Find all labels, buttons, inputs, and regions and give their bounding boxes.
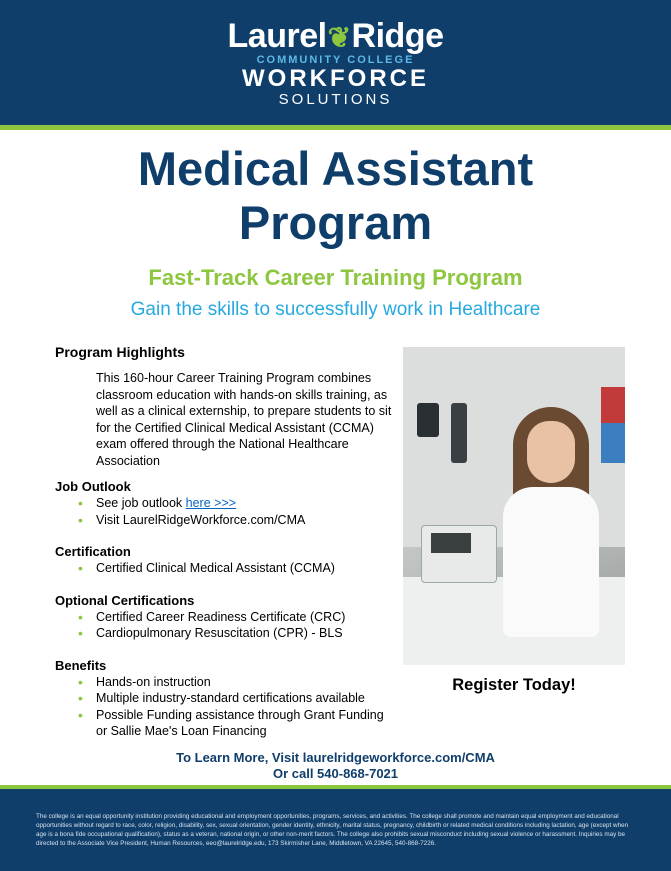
job-outlook-heading: Job Outlook [55, 479, 131, 494]
list-item: • Cardiopulmonary Resuscitation (CPR) - BLS [96, 625, 395, 642]
job-outlook-link[interactable]: here >>> [185, 496, 237, 510]
logo-workforce: WORKFORCE [242, 65, 429, 92]
footer-disclaimer: The college is an equal opportunity institution providing educational and employment opportunities, programs, services, and activities. The college shall promote and maintain equal employment and educational opportunities without regard to race, color, religion, disability, sex, sexual orientation, gender identity, ethnicity, marital status, pregnancy, childbirth or related medical conditions including lactation, age (except when age is a bona fide occupational qualification), status as a veteran, national origin, or other non-merit factors. The college also prohibits sexual misconduct including sexual violence or harassment. Inquiries may be directed to the Associate Vice President, Human Resources, eeo@laurelridge.edu, 173 Skirmisher Lane, Middletown, VA 22645, 540-868-7226. [36, 813, 629, 847]
list-item: • Possible Funding assistance through Grant Funding or Sallie Mae's Loan Financing [96, 707, 395, 740]
optional-certifications-list [55, 609, 395, 642]
title-line-1: Medical Assistant [137, 142, 534, 195]
benefits-list [55, 674, 395, 740]
list-item: • Certified Clinical Medical Assistant (CCMA) [96, 560, 395, 577]
list-item: • Multiple industry-standard certifications available [96, 690, 395, 707]
list-item: • Certified Career Readiness Certificate (CRC) [96, 609, 395, 626]
highlights-text: This 160-hour Career Training Program combines classroom education with hands-on skills training, as well as a clinical externship, to prepare students to sit for the Certified Clinical Medical Assistant (CCMA) exam offered through the National Healthcare Association [96, 371, 392, 468]
medical-assistant-photo [403, 347, 625, 665]
highlights-heading: Program Highlights [55, 344, 185, 360]
logo [0, 18, 671, 108]
leaf-icon: ❦ [327, 22, 351, 53]
content-column [55, 344, 395, 740]
logo-solutions: SOLUTIONS [278, 91, 393, 108]
page-title [0, 142, 671, 250]
logo-word-laurel: Laurel [227, 17, 327, 55]
register-today: Register Today! [452, 676, 576, 694]
benefits-heading: Benefits [55, 657, 107, 673]
list-item: • Visit LaurelRidgeWorkforce.com/CMA [96, 512, 395, 529]
list-item: • Hands-on instruction [96, 674, 395, 691]
job-outlook-list [55, 495, 395, 528]
learn-more-line-1: To Learn More, Visit laurelridgeworkforce.com/CMA [176, 750, 495, 765]
logo-word-ridge: Ridge [351, 17, 444, 55]
certification-heading: Certification [55, 544, 131, 559]
tagline: Gain the skills to successfully work in Healthcare [130, 299, 541, 320]
logo-community-college: COMMUNITY COLLEGE [256, 54, 415, 66]
optional-certifications-heading: Optional Certifications [55, 592, 195, 608]
title-line-2: Program [238, 196, 433, 249]
learn-more [0, 750, 671, 782]
header-accent-bar [0, 125, 671, 130]
certification-list [55, 560, 395, 577]
learn-more-line-2: Or call 540-868-7021 [272, 766, 399, 781]
list-item: • See job outlook here >>> [96, 495, 395, 512]
header-banner [0, 0, 671, 125]
subtitle: Fast-Track Career Training Program [148, 265, 523, 290]
